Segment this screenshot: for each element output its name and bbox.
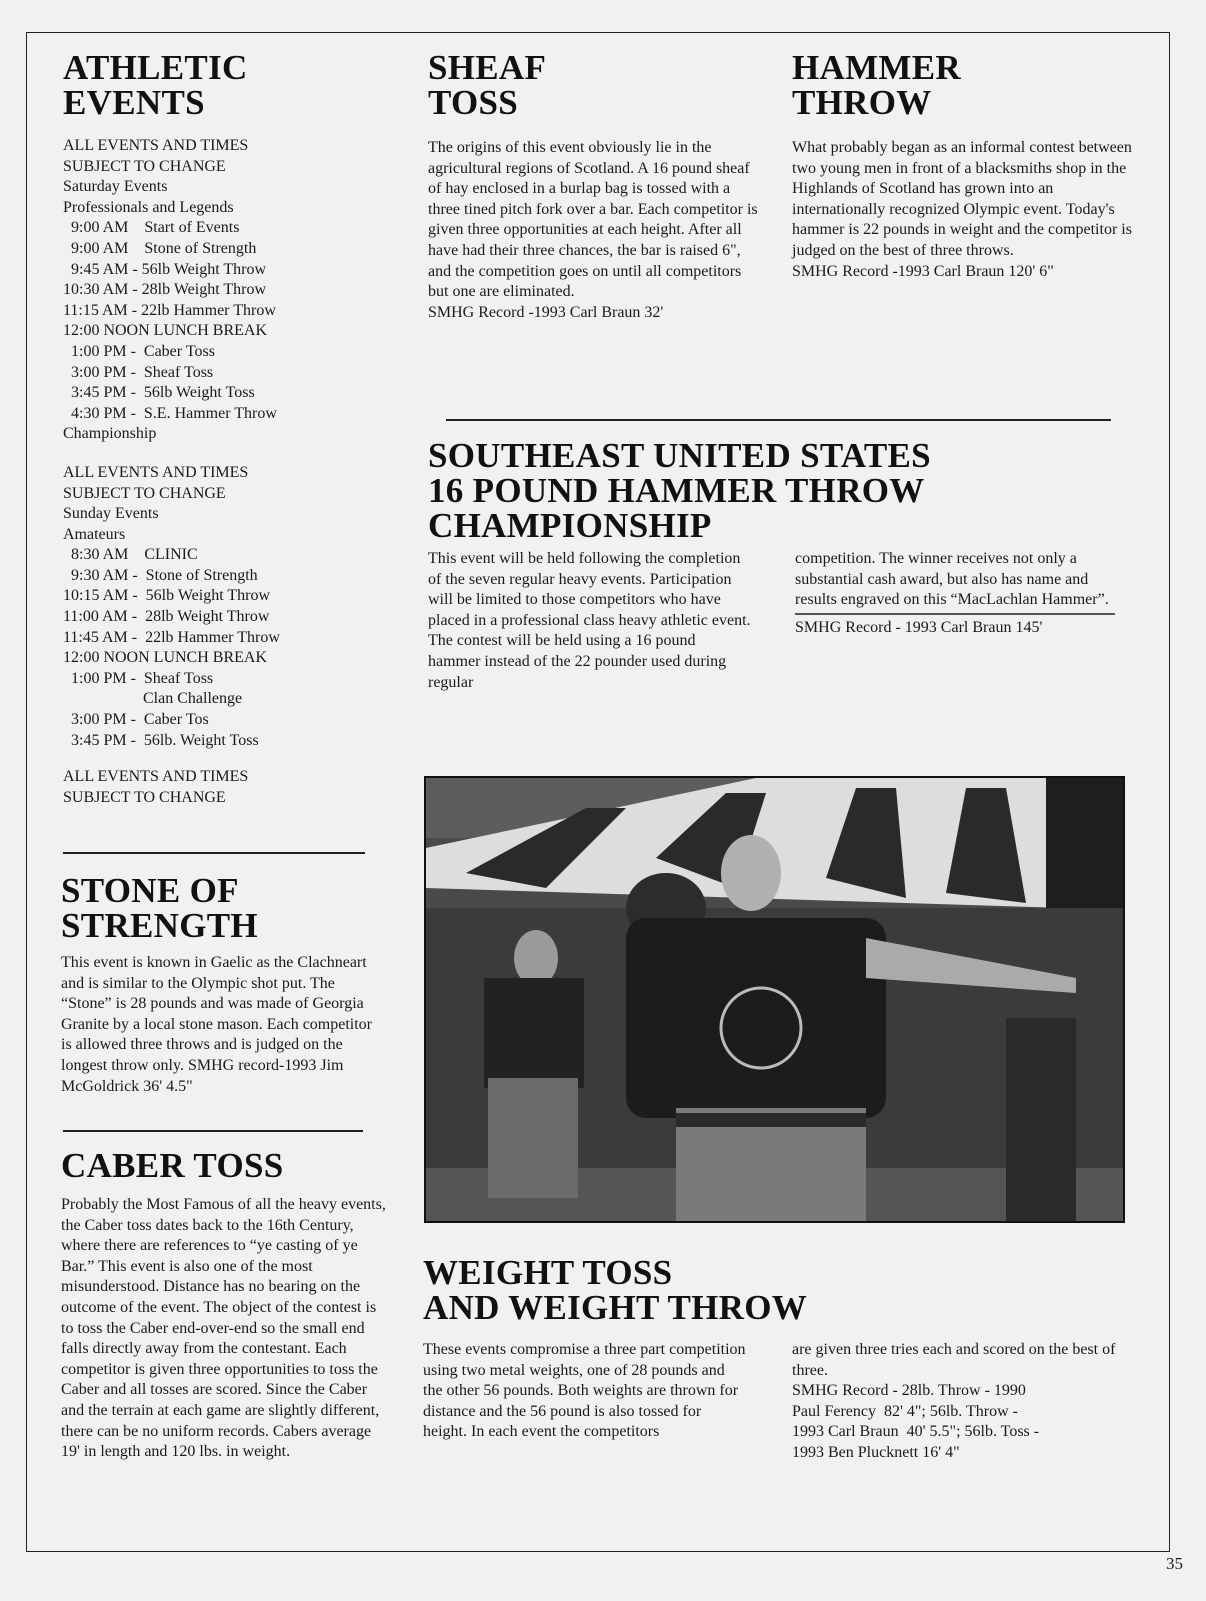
title-line: AND WEIGHT THROW: [423, 1288, 808, 1327]
schedule-line: SUBJECT TO CHANGE: [63, 484, 226, 502]
sheaf-record: SMHG Record -1993 Carl Braun 32': [428, 303, 664, 321]
southeast-record: SMHG Record - 1993 Carl Braun 145': [795, 618, 1043, 636]
title-line: SHEAF: [428, 48, 547, 87]
schedule-line: 9:00 AM Stone of Strength: [63, 239, 257, 257]
title-line: THROW: [792, 83, 932, 122]
schedule-line: 11:45 AM - 22lb Hammer Throw: [63, 628, 280, 646]
schedule-line: Saturday Events: [63, 178, 168, 196]
footer-line: ALL EVENTS AND TIMES: [63, 768, 249, 786]
schedule-line: 11:15 AM - 22lb Hammer Throw: [63, 301, 276, 319]
hammer-throw-section: [792, 50, 1137, 282]
divider: [446, 419, 1111, 421]
saturday-schedule: [63, 136, 383, 445]
schedule-line: 3:45 PM - 56lb Weight Toss: [63, 384, 255, 402]
title-line: EVENTS: [63, 83, 205, 122]
hammer-body: What probably began as an informal contest between two young men in front of a blacksmiths shop in the Highlands of Scotland has grown into an internationally recognized Olympic event. Today's hammer is 22 pounds in weight and the competitor is judged on the best of three throws.: [792, 139, 1132, 259]
schedule-line: 3:45 PM - 56lb. Weight Toss: [63, 731, 259, 749]
sheaf-body: The origins of this event obviously lie in the agricultural regions of Scotland. A 16 pound sheaf of hay enclosed in a burlap bag is tossed with a three tined pitch fork over a bar. Each competitor is given three opportunities at each height. After all have had their three chances, the bar is raised 6", and the competition goes on until all competitors but one are eliminated.: [428, 139, 758, 301]
divider: [63, 852, 365, 854]
schedule-line: 9:30 AM - Stone of Strength: [63, 566, 258, 584]
schedule-line: 11:00 AM - 28lb Weight Throw: [63, 608, 270, 626]
stone-body: This event is known in Gaelic as the Clachneart and is similar to the Olympic shot put. The “Stone” is 28 pounds and was made of Georgia Granite by a local stone mason. Each competitor is allowed three throws and is judged on the longest throw only. SMHG record-1993 Jim McGoldrick 36' 4.5": [61, 954, 373, 1095]
title-line: CHAMPIONSHIP: [428, 506, 712, 545]
schedule-line: 10:30 AM - 28lb Weight Throw: [63, 281, 267, 299]
schedule-line: 9:00 AM Start of Events: [63, 219, 240, 237]
page-number: 35: [1166, 1554, 1183, 1573]
schedule-line: Sunday Events: [63, 505, 159, 523]
weight-body-right: are given three tries each and scored on the best of three.: [792, 1341, 1116, 1379]
hammer-record: SMHG Record -1993 Carl Braun 120' 6": [792, 262, 1054, 280]
athletic-events-title: [63, 50, 383, 120]
sunday-schedule: [63, 463, 383, 751]
schedule-line: SUBJECT TO CHANGE: [63, 157, 226, 175]
schedule-line: 10:15 AM - 56lb Weight Throw: [63, 587, 271, 605]
athletic-events-section: [63, 50, 383, 808]
footer-line: SUBJECT TO CHANGE: [63, 788, 226, 806]
divider: [63, 1130, 363, 1132]
schedule-line: 1:00 PM - Caber Toss: [63, 342, 215, 360]
schedule-line: 4:30 PM - S.E. Hammer Throw: [63, 404, 277, 422]
caber-toss-section: [61, 1148, 391, 1463]
schedule-line: 9:45 AM - 56lb Weight Throw: [63, 260, 267, 278]
schedule-line: ALL EVENTS AND TIMES: [63, 137, 249, 154]
weight-body-left: These events compromise a three part competition using two metal weights, one of 28 pounds and the other 56 pounds. Both weights are thrown for distance and the 56 pound is also tossed for height. In each event the competitors: [423, 1341, 746, 1441]
weight-title: [423, 1255, 1143, 1325]
weight-record-line: 1993 Carl Braun 40' 5.5"; 56lb. Toss -: [792, 1423, 1040, 1441]
schedule-line: 12:00 NOON LUNCH BREAK: [63, 649, 267, 667]
weight-record-line: 1993 Ben Plucknett 16' 4": [792, 1443, 960, 1461]
schedule-line: 3:00 PM - Caber Tos: [63, 711, 209, 729]
title-line: STRENGTH: [61, 906, 258, 945]
schedule-line: 12:00 NOON LUNCH BREAK: [63, 322, 267, 340]
weight-toss-section: [423, 1255, 1143, 1464]
title-line: HAMMER: [792, 48, 961, 87]
southeast-body-left: This event will be held following the completion of the seven regular heavy events. Participation will be limited to those competitors who have placed in a professional class heavy athletic event. The contest will be held using a 16 pound hammer instead of the 22 pounder used during regular: [428, 550, 751, 691]
caber-body: Probably the Most Famous of all the heavy events, the Caber toss dates back to the 16th Century, where there are references to “ye casting of ye Bar.” This event is also one of the most misunderstood. Distance has no bearing on the outcome of the event. The object of the contest is to toss the Caber end-over-end so the small end falls directly away from the contestant. Each competitor is given three opportunities to toss the Caber and all tosses are scored. Since the Caber and the terrain at each game are slightly different, there can be no uniform records. Cabers average 19' in length and 120 lbs. in weight.: [61, 1196, 386, 1461]
southeast-title: [428, 438, 1128, 543]
schedule-line: 1:00 PM - Sheaf Toss: [63, 669, 214, 687]
divider: [795, 613, 1115, 615]
schedule-footer: [63, 767, 383, 808]
title-line: SOUTHEAST UNITED STATES: [428, 436, 931, 475]
southeast-body-right: competition. The winner receives not only a substantial cash award, but also has name and results engraved on this “MacLachlan Hammer”.: [795, 550, 1109, 609]
schedule-line: Amateurs: [63, 525, 126, 543]
title-line: 16 POUND HAMMER THROW: [428, 471, 925, 510]
sheaf-toss-section: [428, 50, 758, 323]
title-line: WEIGHT TOSS: [423, 1253, 673, 1292]
weight-record-line: SMHG Record - 28lb. Throw - 1990: [792, 1382, 1026, 1400]
schedule-line: 3:00 PM - Sheaf Toss: [63, 363, 214, 381]
schedule-line: Championship: [63, 425, 157, 443]
title-line: TOSS: [428, 83, 519, 122]
athlete-photo: [424, 776, 1125, 1223]
sheaf-title: [428, 50, 758, 120]
caber-title: CABER TOSS: [61, 1146, 284, 1185]
schedule-line: 8:30 AM CLINIC: [63, 546, 198, 564]
stone-title: [61, 873, 386, 943]
schedule-line: ALL EVENTS AND TIMES: [63, 463, 249, 481]
title-line: ATHLETIC: [63, 48, 248, 87]
photo-illustration: [426, 778, 1125, 1223]
schedule-line: Professionals and Legends: [63, 198, 234, 216]
stone-of-strength-section: [61, 873, 386, 1097]
schedule-line: Clan Challenge: [63, 690, 243, 708]
title-line: STONE OF: [61, 871, 239, 910]
southeast-championship-section: [428, 438, 1128, 693]
weight-record-line: Paul Ferency 82' 4"; 56lb. Throw -: [792, 1402, 1018, 1420]
hammer-title: [792, 50, 1137, 120]
